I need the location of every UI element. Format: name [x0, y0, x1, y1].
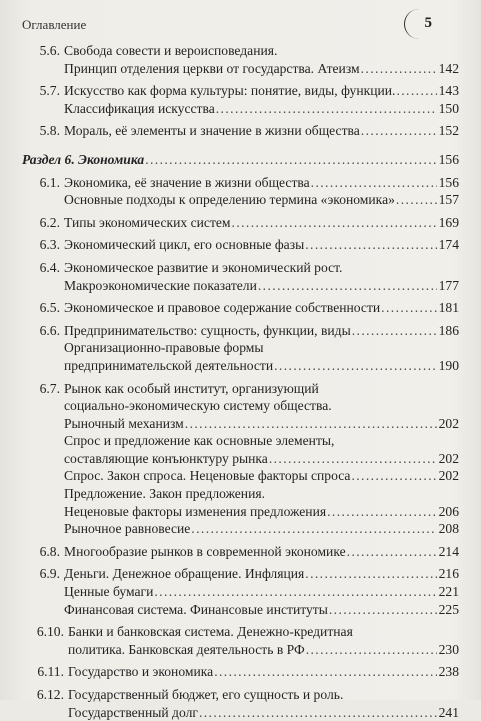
dot-leader	[145, 151, 436, 169]
entry-title-continued: Государственный долг	[68, 704, 198, 720]
entry-title-continued: политика. Банковская деятельность в РФ	[68, 641, 305, 657]
dot-leader	[352, 322, 437, 340]
toc-line	[22, 60, 459, 78]
toc-line	[22, 623, 459, 641]
dot-leader	[351, 467, 436, 485]
toc-line	[22, 214, 459, 232]
dot-leader	[396, 191, 437, 209]
dot-leader	[232, 214, 437, 232]
toc-line	[22, 100, 459, 118]
toc-line	[22, 415, 459, 433]
toc-line	[22, 259, 459, 277]
dot-leader	[361, 122, 437, 140]
entry-title: Экономика, её значение в жизни общества	[64, 174, 310, 190]
running-title: Оглавление	[22, 17, 87, 32]
entry-title: Деньги. Денежное обращение. Инфляция	[64, 566, 305, 582]
entry-page-number: 186	[438, 322, 459, 338]
toc-entry	[22, 236, 459, 254]
dot-leader	[329, 601, 437, 619]
table-of-contents	[22, 42, 459, 721]
entry-number: 6.8.	[39, 543, 60, 559]
dot-leader	[381, 299, 436, 317]
entry-page-number: 152	[438, 123, 459, 139]
toc-entry	[22, 686, 459, 721]
entry-title-continued: Классификация искусства	[64, 100, 215, 116]
toc-line	[22, 299, 459, 317]
toc-entry	[22, 663, 459, 681]
entry-page-number: 157	[438, 192, 459, 208]
entry-page-number: 143	[438, 83, 459, 99]
dot-leader	[306, 641, 437, 659]
toc-line	[22, 601, 459, 619]
entry-page-number: 241	[438, 704, 459, 720]
entry-number: 6.4.	[39, 259, 60, 275]
entry-number: 5.8.	[39, 123, 60, 139]
toc-entry	[22, 380, 459, 538]
entry-page-number: 216	[438, 566, 459, 582]
toc-line	[22, 82, 459, 100]
entry-number: 6.1.	[39, 174, 60, 190]
dot-leader	[214, 663, 436, 681]
toc-line	[22, 122, 459, 140]
entry-title: Государственный бюджет, его сущность и роль.	[68, 687, 344, 702]
entry-page-number: 208	[438, 521, 459, 537]
entry-title: Предпринимательство: сущность, функции, виды	[64, 322, 351, 338]
entry-title-continued: Принцип отделения церкви от государства. Атеизм	[64, 60, 360, 76]
toc-entry	[22, 259, 459, 294]
entry-title-continued: Спрос. Закон спроса. Неценовые факторы спроса	[64, 468, 351, 484]
entry-page-number: 177	[438, 277, 459, 293]
toc-section-heading	[22, 151, 459, 169]
dot-leader	[327, 503, 437, 521]
dot-leader	[274, 357, 436, 375]
toc-line	[22, 357, 459, 375]
entry-title-continued: Предложение. Закон предложения.	[64, 486, 266, 502]
entry-page-number: 150	[438, 100, 459, 116]
toc-entry	[22, 543, 459, 561]
toc-line	[22, 641, 459, 659]
entry-number: 6.7.	[39, 380, 60, 396]
toc-entry	[22, 322, 459, 375]
entry-number: 6.10.	[36, 624, 64, 640]
entry-title: Банки и банковская система. Денежно-кредитная	[68, 624, 353, 640]
entry-number: 6.2.	[39, 214, 60, 230]
dot-leader	[305, 236, 436, 254]
entry-title: Государство и экономика	[68, 664, 214, 680]
entry-page-number: 238	[438, 664, 459, 680]
toc-line	[22, 467, 459, 485]
section-title: Раздел 6. Экономика	[22, 151, 145, 167]
toc-line	[22, 380, 459, 398]
entry-page-number: 202	[438, 415, 459, 431]
entry-number: 6.11.	[37, 664, 64, 680]
entry-title-continued: Организационно-правовые формы	[64, 340, 264, 356]
entry-title-continued: Ценные бумаги	[64, 584, 154, 600]
entry-title-continued: составляющие конъюнктуру рынка	[64, 450, 268, 466]
dot-leader	[258, 277, 437, 295]
dot-leader	[311, 174, 437, 192]
dot-leader	[191, 520, 436, 538]
toc-entry	[22, 42, 459, 77]
entry-page-number: 156	[438, 174, 459, 190]
entry-title: Экономический цикл, его основные фазы	[64, 237, 305, 253]
entry-page-number: 202	[438, 468, 459, 484]
toc-line	[22, 583, 459, 601]
toc-line	[22, 520, 459, 538]
entry-page-number: 221	[438, 584, 459, 600]
page-number: 5	[404, 9, 434, 39]
toc-entry	[22, 214, 459, 232]
entry-page-number: 230	[438, 641, 459, 657]
toc-line	[22, 432, 459, 450]
entry-title-continued: Неценовые факторы изменения предложения	[64, 503, 327, 519]
toc-entry	[22, 174, 459, 209]
toc-line	[22, 663, 459, 681]
toc-entry	[22, 82, 459, 117]
entry-page-number: 225	[438, 601, 459, 617]
entry-title: Многообразие рынков в современной экономике	[64, 543, 346, 559]
toc-entry	[22, 565, 459, 618]
entry-number: 6.5.	[39, 300, 60, 316]
entry-number: 6.6.	[39, 322, 60, 338]
toc-entry	[22, 623, 459, 658]
entry-title: Рынок как особый институт, организующий	[64, 380, 319, 396]
toc-line	[22, 339, 459, 357]
entry-page-number: 181	[438, 300, 459, 316]
toc-line	[22, 450, 459, 468]
dot-leader	[216, 100, 437, 118]
dot-leader	[305, 565, 436, 583]
toc-line	[22, 543, 459, 561]
toc-line	[22, 191, 459, 209]
entry-number: 6.9.	[39, 566, 60, 582]
entry-title: Типы экономических систем	[64, 214, 231, 230]
dot-leader	[361, 60, 437, 78]
entry-title: Искусство как форма культуры: понятие, виды, функции.	[64, 83, 396, 99]
entry-page-number: 190	[438, 357, 459, 373]
entry-title: Экономическое развитие и экономический рост.	[64, 259, 343, 275]
entry-title-continued: Рыночный механизм	[64, 415, 184, 431]
dot-leader	[347, 543, 437, 561]
toc-line	[22, 236, 459, 254]
entry-title-continued: Макроэкономические показатели	[64, 277, 257, 293]
dot-leader	[199, 704, 437, 721]
entry-page-number: 156	[438, 151, 459, 167]
entry-title-continued: Основные подходы к определению термина «экономика»	[64, 192, 395, 208]
entry-title-continued: предпринимательской деятельности	[64, 357, 274, 373]
toc-line	[22, 174, 459, 192]
entry-page-number: 214	[438, 543, 459, 559]
toc-line	[22, 704, 459, 721]
entry-number: 6.12.	[36, 687, 64, 702]
toc-entry	[22, 299, 459, 317]
dot-leader	[396, 82, 436, 100]
toc-line	[22, 686, 459, 704]
entry-title-continued: социально-экономическую систему общества.	[64, 398, 332, 414]
entry-title-continued: Рыночное равновесие	[64, 521, 191, 537]
dot-leader	[154, 583, 436, 601]
entry-number: 6.3.	[39, 237, 60, 253]
toc-line	[22, 42, 459, 60]
entry-title-continued: Спрос и предложение как основные элементы,	[64, 433, 335, 449]
toc-line	[22, 322, 459, 340]
entry-page-number: 142	[438, 60, 459, 76]
toc-line	[22, 485, 459, 503]
entry-page-number: 206	[438, 503, 459, 519]
entry-title: Экономическое и правовое содержание собственности	[64, 300, 381, 316]
toc-line	[22, 277, 459, 295]
dot-leader	[269, 450, 437, 468]
toc-line	[22, 565, 459, 583]
entry-number: 5.7.	[39, 83, 60, 99]
entry-title: Свобода совести и вероисповедания.	[64, 43, 278, 58]
entry-page-number: 202	[438, 450, 459, 466]
toc-line	[22, 503, 459, 521]
entry-number: 5.6.	[39, 43, 60, 58]
entry-page-number: 169	[438, 214, 459, 230]
entry-title: Мораль, её элементы и значение в жизни общества	[64, 123, 360, 139]
toc-entry	[22, 122, 459, 140]
toc-line	[22, 397, 459, 415]
dot-leader	[185, 415, 437, 433]
toc-line	[22, 151, 459, 169]
entry-title-continued: Финансовая система. Финансовые институты	[64, 601, 328, 617]
entry-page-number: 174	[438, 237, 459, 253]
